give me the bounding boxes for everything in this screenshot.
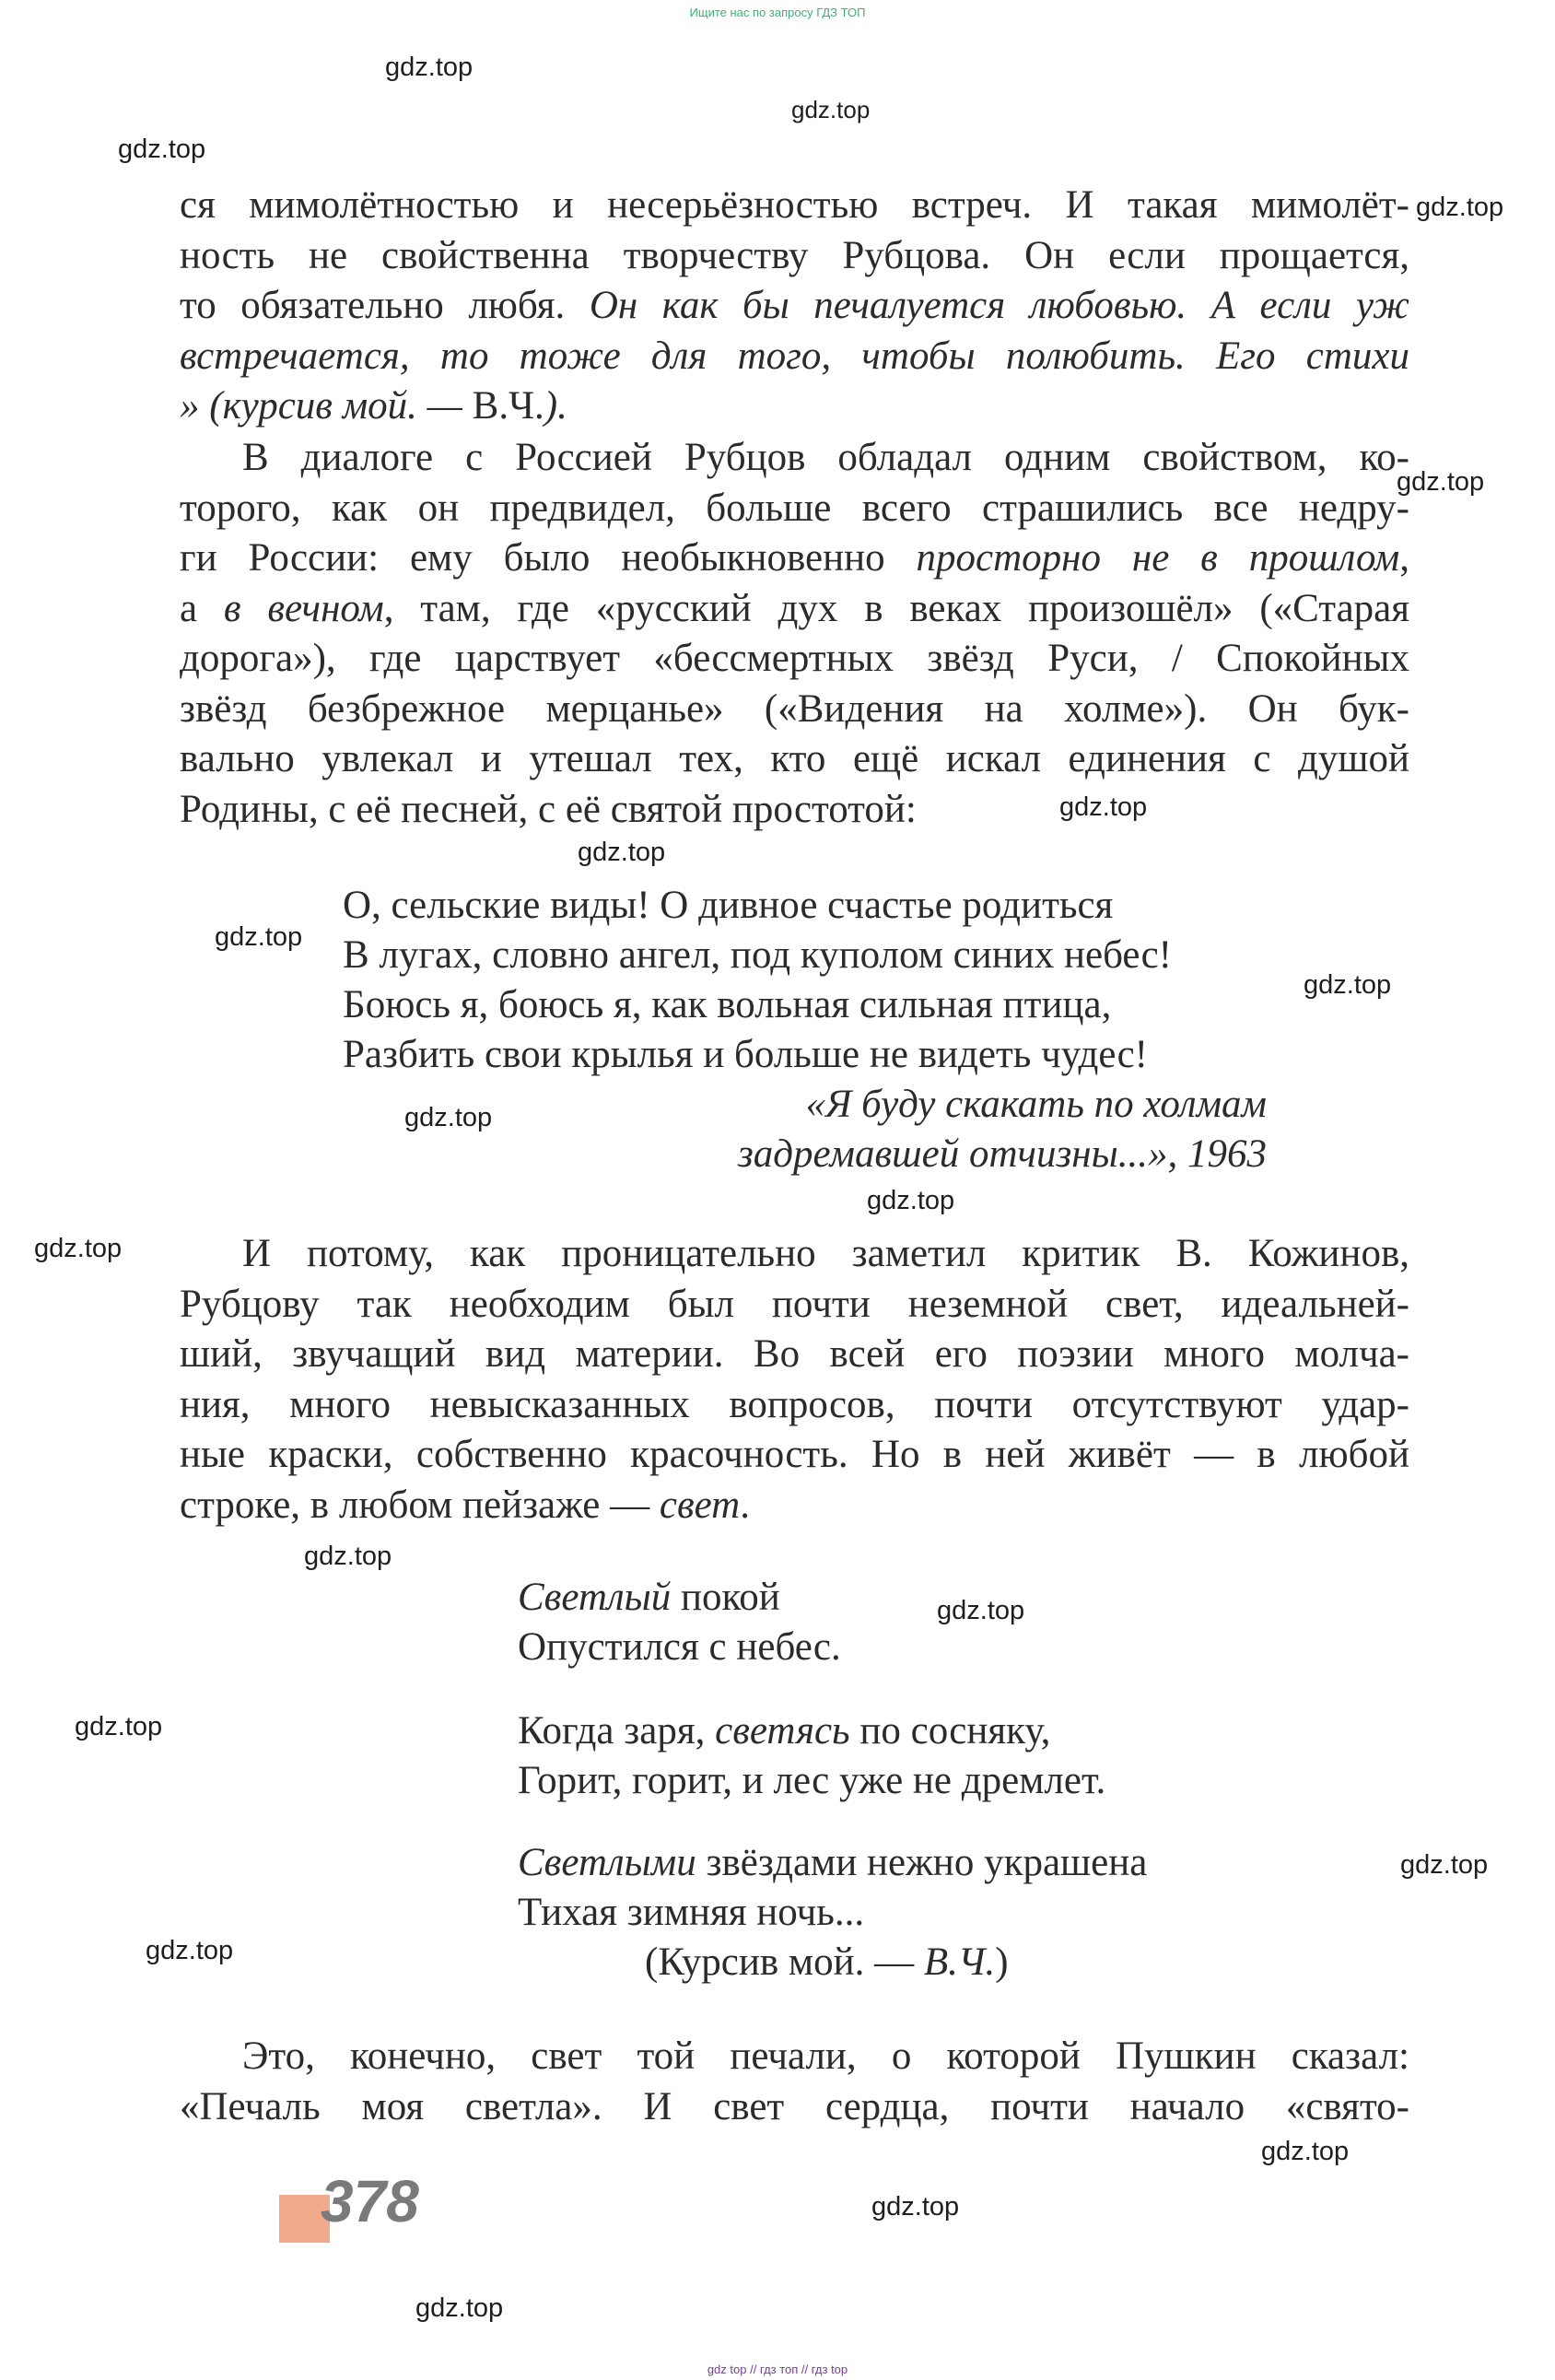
watermark: gdz.top bbox=[415, 2293, 504, 2323]
watermark: gdz.top bbox=[578, 838, 666, 867]
watermark: gdz.top bbox=[146, 1936, 234, 1965]
text-line: ные краски, собственно красочность. Но в ней живёт — в любой bbox=[180, 1433, 1409, 1476]
poem-source: «Я буду скакать по холмам bbox=[805, 1083, 1267, 1126]
text-line: «Печаль моя светла». И свет сердца, почти начало «свято- bbox=[180, 2084, 1409, 2128]
text-line: ший, звучащий вид материи. Во всей его поэзии много молча- bbox=[180, 1332, 1409, 1376]
paragraph-4 bbox=[180, 2032, 1409, 2132]
paragraph-2 bbox=[180, 433, 1409, 835]
text-line: ния, много невысказанных вопросов, почти отсутствуют удар- bbox=[180, 1382, 1409, 1426]
text-line: ги России: ему было необыкновенно просторно не в прошлом, bbox=[180, 536, 1409, 580]
watermark: gdz.top bbox=[404, 1103, 493, 1132]
italics-note: (Курсив мой. — В.Ч.) bbox=[645, 1940, 1009, 1984]
watermark: gdz.top bbox=[791, 96, 871, 123]
text-line: встречается, то тоже для того, чтобы полюбить. Его стихи bbox=[180, 334, 1409, 378]
text-line: » (курсив мой. — В.Ч.). bbox=[180, 384, 567, 428]
text-line: торого, как он предвидел, больше всего страшились все недру- bbox=[180, 486, 1409, 530]
text-line: И потому, как проницательно заметил критик В. Кожинов, bbox=[242, 1232, 1409, 1275]
watermark: gdz.top bbox=[1416, 193, 1504, 222]
poem-line: Горит, горит, и лес уже не дремлет. bbox=[518, 1759, 1106, 1802]
text-line: дорога»), где царствует «бессмертных звёзд Руси, / Спокойных bbox=[180, 637, 1409, 680]
poem-excerpt-2-stanza-1 bbox=[518, 1573, 1255, 1672]
watermark: gdz.top bbox=[1304, 970, 1392, 1000]
poem-excerpt-2-stanza-3 bbox=[518, 1838, 1347, 1987]
text-line: строке, в любом пейзаже — свет. bbox=[180, 1483, 750, 1527]
poem-line: В лугах, словно ангел, под куполом синих небес! bbox=[343, 933, 1172, 977]
poem-excerpt-1 bbox=[343, 881, 1267, 1179]
watermark: gdz.top bbox=[385, 53, 474, 82]
search-banner: Ищите нас по запросу ГДЗ ТОП bbox=[689, 6, 866, 19]
watermark: gdz.top bbox=[304, 1542, 392, 1571]
poem-line: Разбить свои крылья и больше не видеть чудес! bbox=[343, 1033, 1148, 1076]
watermark: gdz.top bbox=[867, 1186, 955, 1215]
watermark: gdz.top bbox=[1261, 2137, 1350, 2166]
watermark: gdz.top bbox=[1400, 1850, 1489, 1880]
watermark: gdz.top bbox=[34, 1234, 123, 1263]
poem-line: Боюсь я, боюсь я, как вольная сильная птица, bbox=[343, 983, 1112, 1026]
poem-line: Светлыми звёздами нежно украшена bbox=[518, 1841, 1148, 1884]
footer-links: gdz top // гдз топ // гдз top bbox=[707, 2362, 848, 2376]
poem-line: Когда заря, светясь по сосняку, bbox=[518, 1709, 1051, 1753]
text-line: а в вечном, там, где «русский дух в веках произошёл» («Старая bbox=[180, 586, 1410, 630]
text-line: Рубцову так необходим был почти неземной свет, идеальней- bbox=[180, 1282, 1409, 1326]
poem-line: Тихая зимняя ночь... bbox=[518, 1891, 865, 1934]
watermark: gdz.top bbox=[871, 2192, 960, 2222]
watermark: gdz.top bbox=[215, 922, 303, 952]
poem-excerpt-2-stanza-2 bbox=[518, 1706, 1347, 1806]
poem-line: О, сельские виды! О дивное счастье родиться bbox=[343, 884, 1114, 927]
watermark: gdz.top bbox=[75, 1712, 163, 1741]
watermark: gdz.top bbox=[937, 1596, 1025, 1625]
text-line: В диалоге с Россией Рубцов обладал одним свойством, ко- bbox=[242, 436, 1409, 479]
poem-line: Светлый покой bbox=[518, 1576, 780, 1619]
paragraph-3 bbox=[180, 1229, 1409, 1530]
poem-source: задремавшей отчизны...», 1963 bbox=[738, 1132, 1267, 1176]
text-line: Родины, с её песней, с её святой простотой: bbox=[180, 787, 917, 831]
text-line: вально увлекал и утешал тех, кто ещё искал единения с душой bbox=[180, 737, 1409, 780]
paragraph-1 bbox=[180, 181, 1409, 432]
text-line: ность не свойственна творчеству Рубцова. Он если прощается, bbox=[180, 233, 1409, 277]
page-number: 378 bbox=[321, 2168, 419, 2234]
text-line: то обязательно любя. Он как бы печалуется любовью. А если уж bbox=[180, 284, 1409, 327]
text-line: Это, конечно, свет той печали, о которой Пушкин сказал: bbox=[242, 2034, 1409, 2078]
watermark: gdz.top bbox=[1397, 467, 1485, 497]
poem-line: Опустился с небес. bbox=[518, 1625, 841, 1669]
watermark: gdz.top bbox=[1059, 792, 1148, 822]
text-line: ся мимолётностью и несерьёзностью встреч. И такая мимолёт- bbox=[180, 183, 1409, 227]
watermark: gdz.top bbox=[118, 135, 206, 164]
text-line: звёзд безбрежное мерцанье» («Видения на холме»). Он бук- bbox=[180, 686, 1409, 731]
